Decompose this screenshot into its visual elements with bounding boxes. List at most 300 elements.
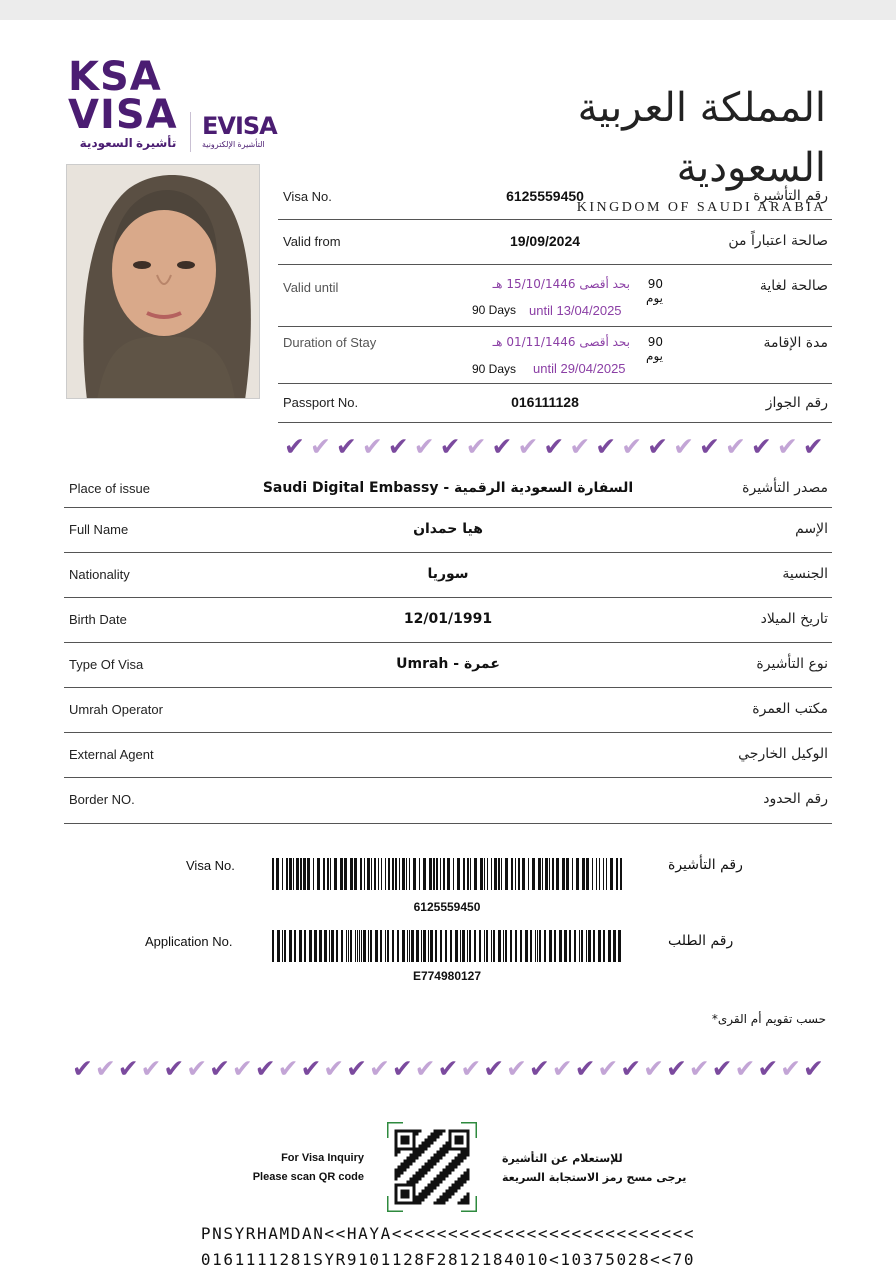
barcode-bar — [562, 858, 565, 890]
barcode-bar — [576, 858, 579, 890]
qr-module — [431, 1190, 434, 1193]
barcode-bar — [272, 858, 274, 890]
qr-module — [410, 1160, 413, 1163]
barcode-bar — [364, 858, 365, 890]
qr-module — [443, 1202, 446, 1205]
qr-module — [440, 1154, 443, 1157]
detail-label: Place of issue — [69, 481, 150, 496]
qr-module — [461, 1130, 464, 1133]
barcode-bar — [586, 858, 589, 890]
qr-module — [434, 1154, 437, 1157]
qr-module — [428, 1136, 431, 1139]
qr-module — [419, 1193, 422, 1196]
barcode-bar — [421, 930, 422, 962]
barcode-bar — [539, 930, 541, 962]
barcode-bar — [363, 930, 366, 962]
barcode-bar — [282, 858, 283, 890]
check-mark-icon: ✔ — [688, 1054, 710, 1083]
qr-module — [428, 1139, 431, 1142]
barcode-bar — [435, 930, 437, 962]
qr-module — [464, 1202, 467, 1205]
qr-module — [449, 1139, 452, 1142]
barcode-bar — [289, 858, 292, 890]
qr-module — [431, 1187, 434, 1190]
qr-module — [395, 1190, 398, 1193]
qr-module — [401, 1166, 404, 1169]
qr-module — [446, 1145, 449, 1148]
qr-module — [458, 1157, 461, 1160]
qr-module — [437, 1136, 440, 1139]
barcode-bar — [340, 858, 343, 890]
barcode-bar — [440, 930, 442, 962]
barcode-bar — [402, 930, 405, 962]
qr-module — [395, 1178, 398, 1181]
qr-module — [461, 1181, 464, 1184]
passport-row — [278, 384, 832, 423]
qr-module — [443, 1169, 446, 1172]
visa-no-label: Visa No. — [283, 189, 332, 204]
barcode-bar — [493, 930, 495, 962]
qr-module — [410, 1157, 413, 1160]
qr-module — [401, 1136, 404, 1139]
qr-module — [398, 1184, 401, 1187]
qr-module — [461, 1154, 464, 1157]
qr-module — [425, 1187, 428, 1190]
barcode-bar — [411, 930, 414, 962]
qr-inquiry-ar-2: يرجى مسح رمز الاستجابة السريعة — [502, 1171, 687, 1184]
barcode-bar — [447, 858, 450, 890]
qr-module — [398, 1172, 401, 1175]
qr-module — [398, 1130, 401, 1133]
qr-module — [395, 1172, 398, 1175]
check-mark-icon: ✔ — [574, 1054, 596, 1083]
qr-module — [404, 1184, 407, 1187]
barcode-bar — [564, 930, 567, 962]
qr-module — [467, 1178, 470, 1181]
qr-module — [461, 1136, 464, 1139]
barcode-bar — [559, 930, 562, 962]
qr-module — [419, 1145, 422, 1148]
qr-module — [461, 1142, 464, 1145]
qr-module — [434, 1184, 437, 1187]
barcode-bar — [429, 858, 432, 890]
qr-module — [407, 1139, 410, 1142]
qr-module — [440, 1175, 443, 1178]
qr-module — [404, 1136, 407, 1139]
barcode-bar — [407, 930, 408, 962]
qr-module — [461, 1160, 464, 1163]
barcode-bar — [300, 858, 302, 890]
qr-module — [458, 1139, 461, 1142]
qr-module — [407, 1148, 410, 1151]
qr-module — [440, 1130, 443, 1133]
qr-module — [467, 1130, 470, 1133]
check-mark-icon: ✔ — [117, 1054, 139, 1083]
qr-module — [404, 1139, 407, 1142]
qr-module — [434, 1187, 437, 1190]
qr-module — [431, 1181, 434, 1184]
qr-module — [425, 1169, 428, 1172]
qr-module — [452, 1184, 455, 1187]
qr-module — [452, 1163, 455, 1166]
qr-module — [395, 1142, 398, 1145]
valid-from-label-ar: صالحة اعتباراً من — [728, 233, 828, 249]
qr-module — [422, 1199, 425, 1202]
qr-module — [443, 1196, 446, 1199]
qr-module — [413, 1142, 416, 1145]
qr-module — [413, 1190, 416, 1193]
qr-module — [395, 1136, 398, 1139]
check-mark-icon: ✔ — [803, 1054, 824, 1083]
barcode-bar — [556, 858, 559, 890]
qr-module — [449, 1136, 452, 1139]
barcode-bar — [549, 930, 552, 962]
qr-module — [404, 1148, 407, 1151]
barcode-bar — [593, 930, 595, 962]
qr-module — [425, 1196, 428, 1199]
qr-module — [458, 1163, 461, 1166]
valid-until-date: until 13/04/2025 — [529, 303, 622, 318]
barcode-bar — [491, 858, 492, 890]
barcode-bar — [453, 858, 454, 890]
qr-module — [449, 1142, 452, 1145]
qr-module — [416, 1133, 419, 1136]
barcode-visa-label: Visa No. — [186, 858, 235, 873]
qr-module — [467, 1199, 470, 1202]
check-mark-icon: ✔ — [750, 432, 772, 461]
qr-module — [464, 1148, 467, 1151]
qr-module — [410, 1178, 413, 1181]
qr-module — [461, 1178, 464, 1181]
barcode-bar — [592, 858, 593, 890]
barcode-bar — [469, 930, 471, 962]
qr-module — [434, 1160, 437, 1163]
check-mark-icon: ✔ — [595, 432, 617, 461]
qr-module — [407, 1202, 410, 1205]
barcode-bar — [355, 930, 356, 962]
qr-module — [464, 1157, 467, 1160]
qr-inquiry-en-2: Please scan QR code — [252, 1171, 364, 1183]
barcode-bar — [467, 930, 468, 962]
qr-module — [434, 1202, 437, 1205]
barcode-bar — [503, 930, 504, 962]
ksa-logo-arabic: تأشيرة السعودية — [79, 136, 177, 150]
qr-module — [434, 1133, 437, 1136]
duration-date: until 29/04/2025 — [533, 361, 626, 376]
qr-module — [452, 1190, 455, 1193]
qr-module — [431, 1160, 434, 1163]
barcode-bar — [336, 930, 338, 962]
qr-module — [452, 1187, 455, 1190]
holder-photo — [66, 164, 260, 399]
kingdom-arabic: المملكة العربية السعودية — [577, 85, 826, 191]
qr-module — [419, 1169, 422, 1172]
qr-module — [467, 1136, 470, 1139]
evisa-logo — [202, 112, 277, 149]
detail-value: هيا حمدان — [413, 521, 483, 537]
qr-module — [458, 1160, 461, 1163]
qr-module — [404, 1190, 407, 1193]
qr-module — [461, 1199, 464, 1202]
qr-module — [413, 1145, 416, 1148]
qr-module — [467, 1154, 470, 1157]
qr-module — [458, 1142, 461, 1145]
duration-label-ar: مدة الإقامة — [763, 335, 828, 351]
barcode-bar — [334, 858, 337, 890]
check-mark-icon: ✔ — [551, 1054, 573, 1083]
duration-days-ar: 90 يوم — [646, 335, 663, 363]
qr-module — [407, 1196, 410, 1199]
qr-module — [455, 1166, 458, 1169]
check-mark-icon: ✔ — [254, 1054, 276, 1083]
valid-from-value: 19/09/2024 — [509, 233, 581, 249]
qr-module — [464, 1151, 467, 1154]
check-mark-icon: ✔ — [140, 1054, 162, 1083]
qr-module — [422, 1175, 425, 1178]
barcode-bar — [515, 858, 516, 890]
qr-module — [413, 1184, 416, 1187]
qr-module — [440, 1196, 443, 1199]
qr-module — [464, 1181, 467, 1184]
qr-module — [413, 1196, 416, 1199]
qr-module — [449, 1166, 452, 1169]
qr-module — [452, 1169, 455, 1172]
detail-row — [64, 778, 832, 824]
qr-module — [422, 1172, 425, 1175]
barcode-bar — [596, 858, 597, 890]
qr-module — [410, 1130, 413, 1133]
check-mark-icon: ✔ — [543, 432, 565, 461]
qr-module — [425, 1166, 428, 1169]
qr-module — [407, 1166, 410, 1169]
barcode-bar — [319, 930, 322, 962]
qr-module — [422, 1148, 425, 1151]
qr-module — [449, 1130, 452, 1133]
visa-no-label-ar: رقم التأشيرة — [753, 188, 828, 204]
qr-module — [467, 1169, 470, 1172]
qr-module — [395, 1193, 398, 1196]
barcode-bar — [282, 930, 283, 962]
detail-label-ar: مكتب العمرة — [752, 701, 828, 717]
qr-module — [440, 1151, 443, 1154]
qr-module — [419, 1148, 422, 1151]
barcode-bar — [554, 930, 556, 962]
barcode-bar — [409, 858, 410, 890]
qr-module — [428, 1145, 431, 1148]
barcode-bar — [572, 858, 573, 890]
detail-label-ar: الإسم — [795, 521, 828, 537]
qr-module — [446, 1199, 449, 1202]
qr-module — [461, 1148, 464, 1151]
qr-module — [434, 1181, 437, 1184]
barcode-bar — [350, 930, 352, 962]
qr-module — [419, 1175, 422, 1178]
qr-module — [461, 1151, 464, 1154]
check-mark-icon: ✔ — [643, 1054, 665, 1083]
check-mark-icon: ✔ — [491, 432, 513, 461]
qr-module — [437, 1160, 440, 1163]
barcode-bar — [569, 930, 571, 962]
detail-label-ar: الجنسية — [782, 566, 828, 582]
valid-until-hijri: بحد أقصى 15/10/1446 هـ — [492, 277, 630, 291]
check-mark-icon: ✔ — [163, 1054, 185, 1083]
barcode-bar — [474, 858, 477, 890]
qr-module — [395, 1154, 398, 1157]
barcode-bar — [544, 930, 546, 962]
qr-module — [440, 1199, 443, 1202]
barcode-bar — [549, 858, 550, 890]
barcode-bar — [350, 858, 353, 890]
detail-row — [64, 688, 832, 733]
qr-module — [404, 1193, 407, 1196]
barcode-bar — [455, 930, 458, 962]
qr-code[interactable] — [387, 1122, 477, 1212]
barcode-bar — [387, 930, 389, 962]
check-mark-icon: ✔ — [231, 1054, 253, 1083]
qr-module — [467, 1139, 470, 1142]
qr-module — [455, 1148, 458, 1151]
barcode-bar — [416, 930, 419, 962]
qr-module — [422, 1151, 425, 1154]
barcode-bar — [620, 858, 622, 890]
detail-label: External Agent — [69, 747, 154, 762]
barcode-bar — [428, 930, 429, 962]
qr-module — [437, 1151, 440, 1154]
check-mark-icon: ✔ — [323, 1054, 345, 1083]
top-strip — [0, 0, 896, 20]
qr-module — [467, 1145, 470, 1148]
qr-module — [467, 1175, 470, 1178]
qr-module — [440, 1133, 443, 1136]
barcode-bar — [498, 930, 501, 962]
qr-module — [413, 1160, 416, 1163]
barcode-bar — [378, 858, 379, 890]
qr-module — [449, 1190, 452, 1193]
qr-module — [425, 1163, 428, 1166]
barcode-bar — [491, 930, 492, 962]
barcode-bar — [520, 930, 522, 962]
detail-label-ar: مصدر التأشيرة — [742, 480, 828, 496]
barcode-bar — [552, 858, 554, 890]
barcode-bar — [522, 858, 525, 890]
qr-module — [437, 1157, 440, 1160]
barcode-bar — [385, 930, 386, 962]
qr-module — [407, 1157, 410, 1160]
duration-row — [278, 327, 832, 384]
mrz-line-2: 0161111281SYR9101128F2812184010<10375028<<70 — [200, 1250, 696, 1269]
calendar-footnote: *حسب تقويم أم القرى — [711, 1012, 826, 1026]
barcode-bar — [359, 930, 360, 962]
qr-module — [422, 1145, 425, 1148]
qr-module — [458, 1154, 461, 1157]
barcode-bar — [484, 930, 485, 962]
check-mark-icon: ✔ — [506, 1054, 527, 1083]
qr-module — [455, 1181, 458, 1184]
check-mark-icon: ✔ — [517, 432, 539, 461]
qr-module — [398, 1166, 401, 1169]
barcode-bar — [498, 858, 500, 890]
qr-module — [422, 1190, 425, 1193]
qr-module — [437, 1199, 440, 1202]
qr-module — [416, 1196, 419, 1199]
qr-module — [401, 1172, 404, 1175]
barcode-bar — [367, 858, 370, 890]
qr-module — [395, 1145, 398, 1148]
barcode-bar — [463, 858, 465, 890]
qr-module — [458, 1178, 461, 1181]
qr-module — [419, 1130, 422, 1133]
qr-module — [404, 1202, 407, 1205]
qr-module — [431, 1184, 434, 1187]
qr-module — [407, 1193, 410, 1196]
qr-module — [407, 1190, 410, 1193]
detail-label-ar: تاريخ الميلاد — [760, 611, 828, 627]
qr-module — [452, 1193, 455, 1196]
barcode-bar — [357, 930, 358, 962]
qr-module — [401, 1169, 404, 1172]
barcode-bar — [582, 858, 585, 890]
qr-module — [404, 1142, 407, 1145]
qr-module — [431, 1139, 434, 1142]
barcode-bar — [284, 930, 286, 962]
barcode-bar — [317, 858, 320, 890]
checkmark-band-top — [284, 434, 824, 460]
barcode-bar — [313, 858, 314, 890]
qr-module — [464, 1154, 467, 1157]
detail-label: Type Of Visa — [69, 657, 144, 672]
qr-module — [455, 1157, 458, 1160]
detail-label: Border NO. — [69, 792, 135, 807]
barcode-bar — [586, 930, 587, 962]
qr-module — [413, 1133, 416, 1136]
qr-module — [449, 1148, 452, 1151]
qr-module — [458, 1136, 461, 1139]
barcode-application-label-ar: رقم الطلب — [668, 933, 734, 949]
qr-module — [446, 1193, 449, 1196]
check-mark-icon: ✔ — [439, 432, 461, 461]
qr-module — [443, 1172, 446, 1175]
qr-module — [467, 1148, 470, 1151]
barcode-bar — [436, 858, 438, 890]
barcode-bar — [430, 930, 433, 962]
valid-until-row — [278, 265, 832, 327]
check-mark-icon: ✔ — [460, 1054, 482, 1083]
barcode-bar — [307, 858, 310, 890]
barcode-bar — [537, 930, 538, 962]
qr-module — [443, 1193, 446, 1196]
qr-module — [449, 1133, 452, 1136]
barcode-bar — [542, 858, 543, 890]
qr-module — [398, 1169, 401, 1172]
qr-module — [395, 1196, 398, 1199]
check-mark-icon: ✔ — [209, 1054, 231, 1083]
qr-module — [395, 1187, 398, 1190]
qr-module — [455, 1136, 458, 1139]
barcode-bar — [457, 858, 460, 890]
qr-module — [440, 1178, 443, 1181]
qr-module — [413, 1130, 416, 1133]
qr-module — [437, 1184, 440, 1187]
qr-module — [401, 1142, 404, 1145]
barcode-bar — [598, 930, 601, 962]
barcode-visa-label-ar: رقم التأشيرة — [668, 857, 743, 873]
barcode-bar — [532, 858, 535, 890]
qr-module — [467, 1133, 470, 1136]
qr-module — [395, 1133, 398, 1136]
qr-module — [401, 1184, 404, 1187]
qr-module — [398, 1202, 401, 1205]
qr-module — [464, 1199, 467, 1202]
